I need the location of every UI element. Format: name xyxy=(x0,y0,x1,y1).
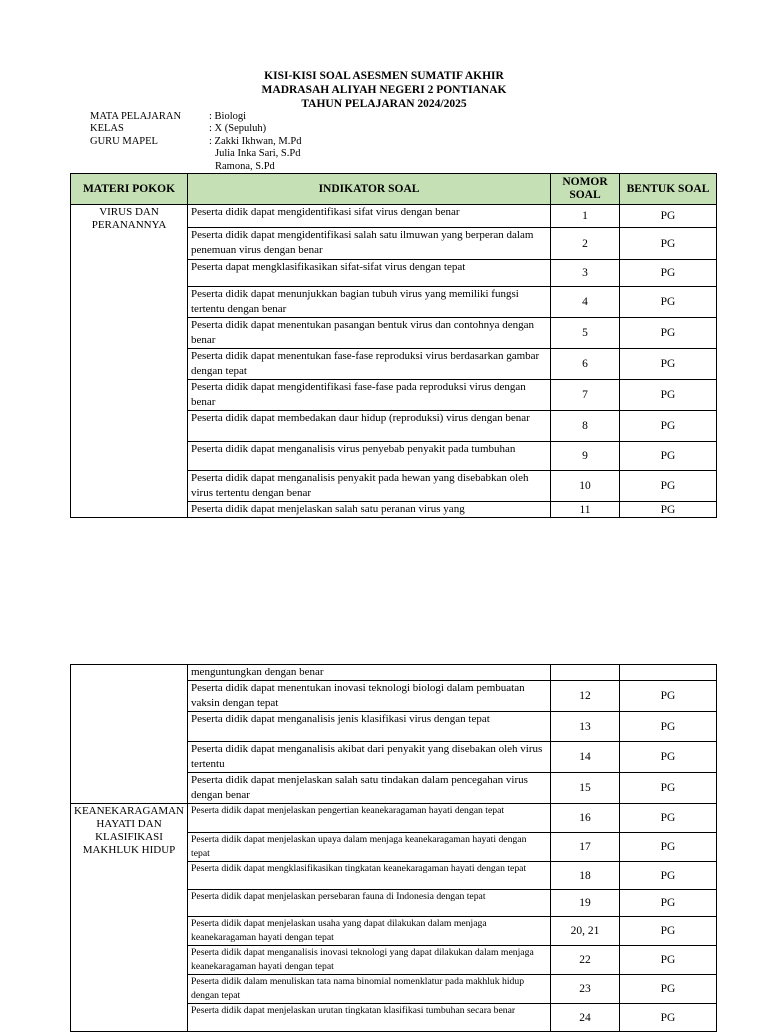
indikator-cell: menguntungkan dengan benar xyxy=(188,665,551,681)
indikator-cell: Peserta didik dapat menentukan pasangan bentuk virus dan contohnya dengan benar xyxy=(188,318,551,349)
indikator-cell: Peserta didik dapat mengklasifikasikan tingkatan keanekaragaman hayati dengan tepat xyxy=(188,862,551,890)
bentuk-cell: PG xyxy=(620,287,717,318)
table-header-row xyxy=(71,174,717,205)
meta-label: GURU MAPEL xyxy=(90,135,158,147)
bentuk-cell: PG xyxy=(620,318,717,349)
document-title: KISI-KISI SOAL ASESMEN SUMATIF AKHIR xyxy=(264,70,504,82)
meta-guru-3: Ramona, S.Pd xyxy=(215,160,275,172)
indikator-cell: Peserta dapat mengklasifikasikan sifat-sifat virus dengan tepat xyxy=(188,260,551,287)
bentuk-cell: PG xyxy=(620,804,717,833)
indikator-cell: Peserta didik dapat menganalisis penyakit pada hewan yang disebabkan oleh virus tertentu dengan benar xyxy=(188,471,551,502)
academic-year: TAHUN PELAJARAN 2024/2025 xyxy=(301,98,467,110)
nomor-cell: 6 xyxy=(551,349,620,380)
bentuk-cell: PG xyxy=(620,411,717,442)
materi-pokok-cell: VIRUS DAN PERANANNYA xyxy=(71,205,188,518)
indikator-cell: Peserta didik dapat menjelaskan usaha yang dapat dilakukan dalam menjaga keanekaragaman hayati dengan tepat xyxy=(188,917,551,946)
nomor-cell: 2 xyxy=(551,228,620,260)
nomor-cell: 5 xyxy=(551,318,620,349)
meta-guru-2: Julia Inka Sari, S.Pd xyxy=(215,148,301,160)
bentuk-cell: PG xyxy=(620,442,717,471)
bentuk-cell xyxy=(620,665,717,681)
indikator-cell: Peserta didik dapat menganalisis akibat dari penyakit yang disebakan oleh virus tertentu xyxy=(188,742,551,773)
nomor-cell: 4 xyxy=(551,287,620,318)
nomor-cell: 19 xyxy=(551,890,620,917)
table-row xyxy=(71,665,717,681)
bentuk-cell: PG xyxy=(620,862,717,890)
nomor-cell: 9 xyxy=(551,442,620,471)
nomor-cell: 13 xyxy=(551,712,620,742)
bentuk-cell: PG xyxy=(620,1004,717,1032)
bentuk-cell: PG xyxy=(620,975,717,1004)
bentuk-cell: PG xyxy=(620,205,717,228)
indikator-cell: Peserta didik dapat menjelaskan persebaran fauna di Indonesia dengan tepat xyxy=(188,890,551,917)
nomor-cell: 23 xyxy=(551,975,620,1004)
indikator-cell: Peserta didik dapat mengidentifikasi salah satu ilmuwan yang berperan dalam penemuan virus dengan benar xyxy=(188,228,551,260)
indikator-cell: Peserta didik dapat menganalisis jenis klasifikasi virus dengan tepat xyxy=(188,712,551,742)
meta-row-kelas xyxy=(90,123,301,135)
header-indikator-soal: INDIKATOR SOAL xyxy=(188,174,551,205)
header-materi-pokok: MATERI POKOK xyxy=(71,174,188,205)
meta-value: : Biologi xyxy=(209,111,247,122)
indikator-cell: Peserta didik dapat menjelaskan salah satu tindakan dalam pencegahan virus dengan benar xyxy=(188,773,551,804)
meta-row-guru xyxy=(90,136,301,148)
indikator-cell: Peserta didik dapat mengidentifikasi sifat virus dengan benar xyxy=(188,205,551,228)
meta-value: : X (Sepuluh) xyxy=(209,123,267,135)
nomor-cell: 11 xyxy=(551,502,620,518)
indikator-cell: Peserta didik dapat mengidentifikasi fase-fase pada reproduksi virus dengan benar xyxy=(188,380,551,411)
nomor-cell: 3 xyxy=(551,260,620,287)
materi-pokok-cell: KEANEKARAGAMAN HAYATI DAN KLASIFIKASI MAKHLUK HIDUP xyxy=(71,804,188,1032)
indikator-cell: Peserta didik dapat menentukan fase-fase reproduksi virus berdasarkan gambar dengan tepat xyxy=(188,349,551,380)
bentuk-cell: PG xyxy=(620,946,717,975)
nomor-cell: 14 xyxy=(551,742,620,773)
header-bentuk-soal: BENTUK SOAL xyxy=(620,174,717,205)
indikator-cell: Peserta didik dapat menjelaskan pengertian keanekaragaman hayati dengan tepat xyxy=(188,804,551,833)
bentuk-cell: PG xyxy=(620,471,717,502)
nomor-cell: 7 xyxy=(551,380,620,411)
bentuk-cell: PG xyxy=(620,890,717,917)
bentuk-cell: PG xyxy=(620,502,717,518)
nomor-cell: 8 xyxy=(551,411,620,442)
indikator-cell: Peserta didik dalam menuliskan tata nama binomial nomenklatur pada makhluk hidup dengan tepat xyxy=(188,975,551,1004)
bentuk-cell: PG xyxy=(620,833,717,862)
bentuk-cell: PG xyxy=(620,712,717,742)
indikator-cell: Peserta didik dapat menjelaskan salah satu peranan virus yang xyxy=(188,502,551,518)
indikator-cell: Peserta didik dapat membedakan daur hidup (reproduksi) virus dengan benar xyxy=(188,411,551,442)
nomor-cell: 16 xyxy=(551,804,620,833)
nomor-cell: 15 xyxy=(551,773,620,804)
bentuk-cell: PG xyxy=(620,917,717,946)
school-name: MADRASAH ALIYAH NEGERI 2 PONTIANAK xyxy=(261,84,507,96)
nomor-cell: 22 xyxy=(551,946,620,975)
indikator-cell: Peserta didik dapat menunjukkan bagian tubuh virus yang memiliki fungsi tertentu dengan benar xyxy=(188,287,551,318)
table-row xyxy=(71,205,717,228)
nomor-cell: 1 xyxy=(551,205,620,228)
document-header xyxy=(0,69,768,111)
nomor-cell: 18 xyxy=(551,862,620,890)
nomor-cell: 17 xyxy=(551,833,620,862)
table-row xyxy=(71,804,717,833)
bentuk-cell: PG xyxy=(620,773,717,804)
materi-pokok-cell-continued xyxy=(71,665,188,804)
indikator-cell: Peserta didik dapat menganalisis inovasi teknologi yang dapat dilakukan dalam menjaga keanekaragaman hayati dengan tepat xyxy=(188,946,551,975)
bentuk-cell: PG xyxy=(620,349,717,380)
header-nomor-soal: NOMOR SOAL xyxy=(551,174,620,205)
bentuk-cell: PG xyxy=(620,681,717,712)
bentuk-cell: PG xyxy=(620,260,717,287)
nomor-cell: 24 xyxy=(551,1004,620,1032)
nomor-cell: 10 xyxy=(551,471,620,502)
nomor-cell: 20, 21 xyxy=(551,917,620,946)
indikator-cell: Peserta didik dapat menjelaskan upaya dalam menjaga keanekaragaman hayati dengan tepat xyxy=(188,833,551,862)
meta-label: MATA PELAJARAN xyxy=(90,111,182,122)
nomor-cell xyxy=(551,665,620,681)
indikator-cell: Peserta didik dapat menentukan inovasi teknologi biologi dalam pembuatan vaksin dengan tepat xyxy=(188,681,551,712)
indikator-cell: Peserta didik dapat menganalisis virus penyebab penyakit pada tumbuhan xyxy=(188,442,551,471)
bentuk-cell: PG xyxy=(620,380,717,411)
indikator-cell: Peserta didik dapat menjelaskan urutan tingkatan klasifikasi tumbuhan secara benar xyxy=(188,1004,551,1032)
nomor-cell: 12 xyxy=(551,681,620,712)
kisi-kisi-table-page-2 xyxy=(70,664,717,1032)
kisi-kisi-table-page-1 xyxy=(70,173,717,518)
bentuk-cell: PG xyxy=(620,742,717,773)
bentuk-cell: PG xyxy=(620,228,717,260)
meta-label: KELAS xyxy=(90,123,124,135)
document-meta xyxy=(90,111,301,173)
meta-row-mapel xyxy=(90,111,301,123)
meta-value: : Zakki Ikhwan, M.Pd xyxy=(209,135,302,147)
